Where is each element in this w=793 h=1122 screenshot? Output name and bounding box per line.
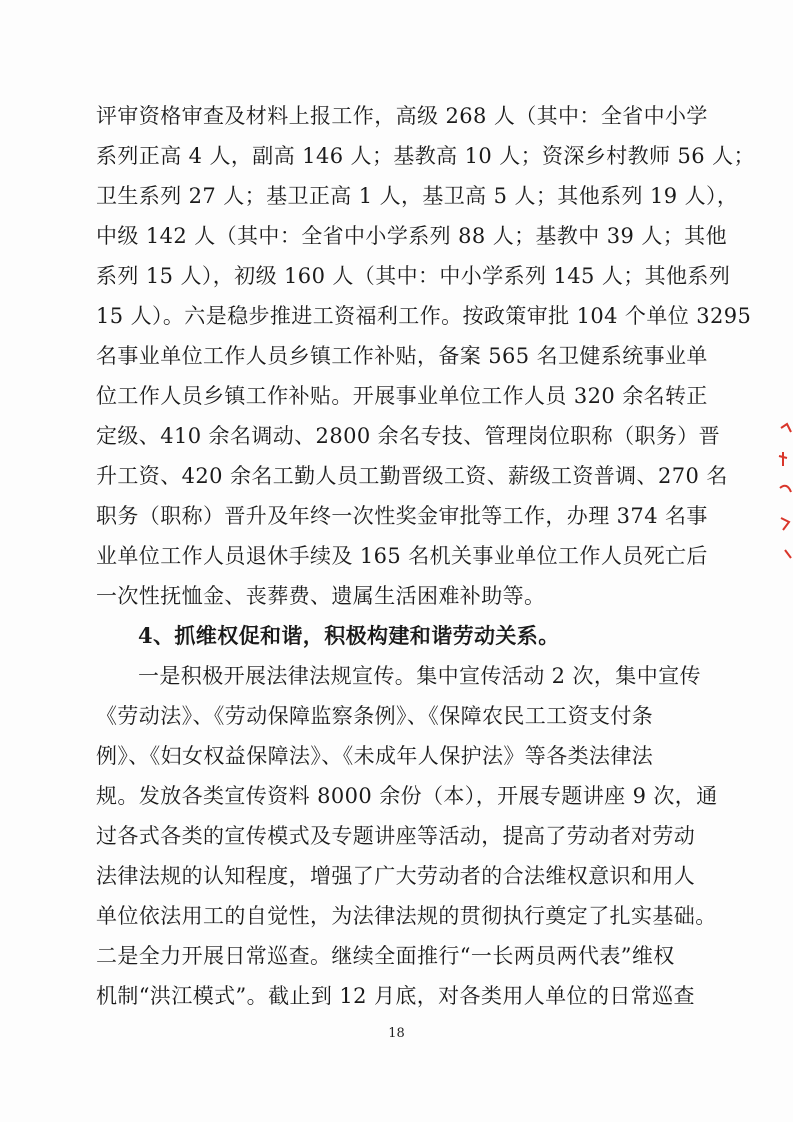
text-line: 15 人）。六是稳步推进工资福利工作。按政策审批 104 个单位 3295 — [96, 304, 752, 328]
text-line: 一是积极开展法律法规宣传。集中宣传活动 2 次，集中宣传 — [138, 664, 701, 688]
text-line: 位工作人员乡镇工作补贴。开展事业单位工作人员 320 余名转正 — [96, 384, 708, 408]
text-line: 单位依法用工的自觉性，为法律法规的贯彻执行奠定了扎实基础。 — [96, 904, 717, 928]
text-line: 一次性抚恤金、丧葬费、遗属生活困难补助等。 — [96, 584, 546, 608]
page-number: 18 — [388, 1026, 405, 1041]
text-line: 系列 15 人），初级 160 人（其中：中小学系列 145 人；其他系列 — [96, 264, 731, 288]
text-line: 系列正高 4 人，副高 146 人；基教高 10 人；资深乡村教师 56 人； — [96, 144, 755, 168]
text-line: 《劳动法》、《劳动保障监察条例》、《保障农民工工资支付条 — [96, 704, 654, 728]
text-line: 业单位工作人员退休手续及 165 名机关事业单位工作人员死亡后 — [96, 544, 708, 568]
text-line: 定级、410 余名调动、2800 余名专技、管理岗位职称（职务）晋 — [96, 424, 721, 448]
text-line: 规。发放各类宣传资料 8000 余份（本），开展专题讲座 9 次，通 — [96, 784, 718, 808]
section-heading: 4、抓维权促和谐，积极构建和谐劳动关系。 — [138, 623, 560, 648]
text-line: 法律法规的认知程度，增强了广大劳动者的合法维权意识和用人 — [96, 864, 696, 888]
text-line: 例》、《妇女权益保障法》、《未成年人保护法》等各类法律法 — [96, 744, 654, 768]
text-line: 中级 142 人（其中：全省中小学系列 88 人；基教中 39 人；其他 — [96, 224, 727, 248]
text-line: 过各式各类的宣传模式及专题讲座等活动，提高了劳动者对劳动 — [96, 824, 696, 848]
text-line: 机制“洪江模式”。截止到 12 月底，对各类用人单位的日常巡查 — [96, 984, 695, 1008]
text-line: 升工资、420 余名工勤人员工勤晋级工资、薪级工资普调、270 名 — [96, 464, 728, 488]
seal-fragment — [775, 418, 793, 568]
text-line: 名事业单位工作人员乡镇工作补贴，备案 565 名卫健系统事业单 — [96, 344, 708, 368]
body-text — [96, 96, 755, 1016]
text-line: 评审资格审查及材料上报工作，高级 268 人（其中：全省中小学 — [96, 104, 708, 128]
text-line: 二是全力开展日常巡查。继续全面推行“一长两员两代表”维权 — [96, 944, 675, 968]
text-line: 职务（职称）晋升及年终一次性奖金审批等工作，办理 374 名事 — [96, 504, 708, 528]
text-line: 卫生系列 27 人；基卫正高 1 人，基卫高 5 人；其他系列 19 人）， — [96, 184, 739, 208]
